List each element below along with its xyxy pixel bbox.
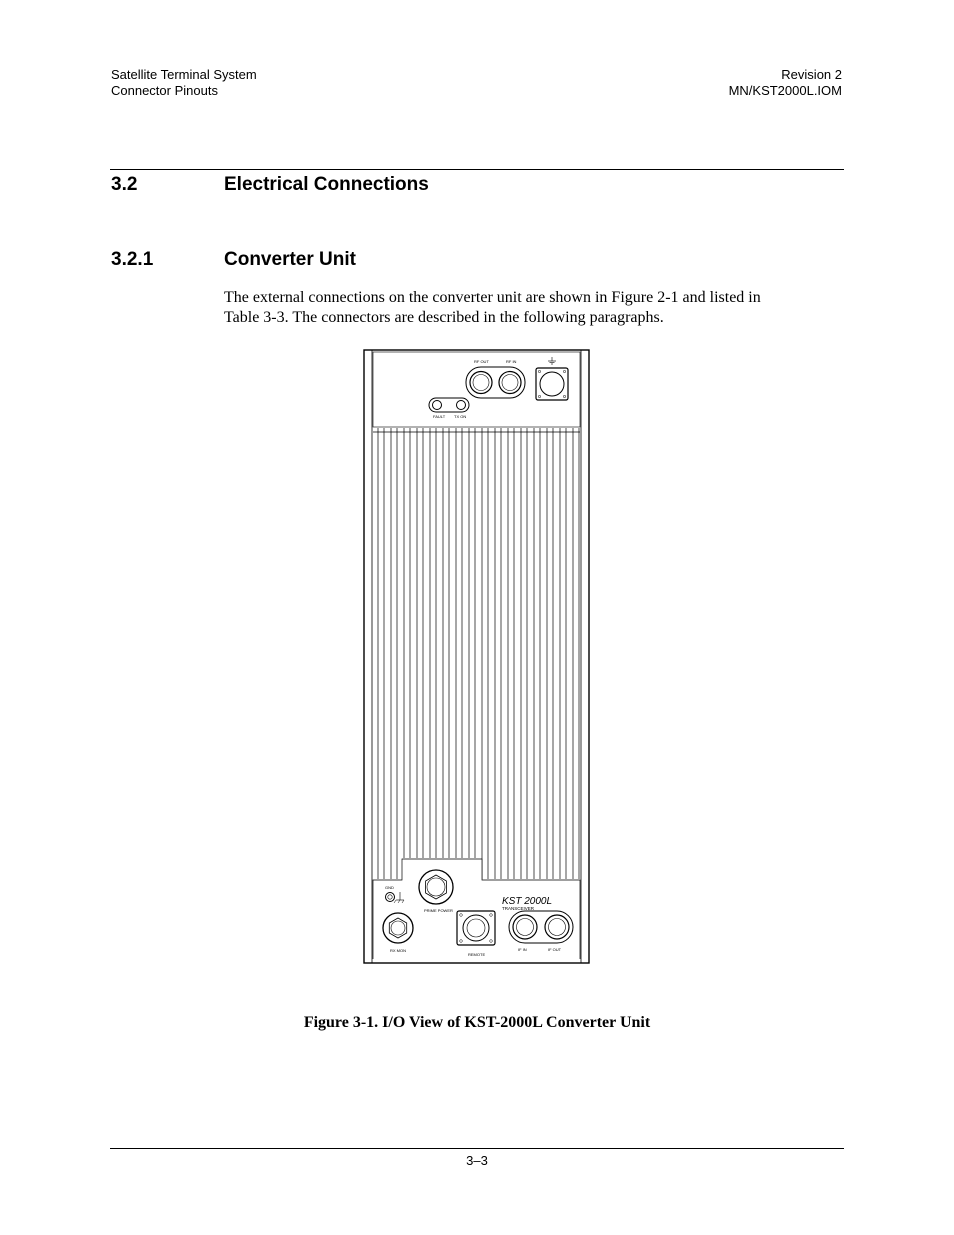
rf-in-connector <box>499 372 521 394</box>
header-revision: Revision 2 <box>781 67 842 82</box>
prime-power-label: PRIME POWER <box>424 908 453 913</box>
section-number: 3.2 <box>111 174 138 195</box>
prime-power-connector <box>419 870 453 904</box>
gnd-label: GND <box>385 885 394 890</box>
if-out-label: IF OUT <box>548 947 562 952</box>
remote-connector <box>457 911 495 945</box>
rx-mon-label: RX MON <box>390 948 406 953</box>
page-number: 3–3 <box>466 1153 488 1168</box>
brand-sub-label: TRANSCEIVER <box>502 906 535 911</box>
waveguide-connector <box>536 368 568 400</box>
subsection-title: Converter Unit <box>224 249 356 270</box>
section-title: Electrical Connections <box>224 174 429 195</box>
rf-in-label: RF IN <box>506 359 517 364</box>
brand-label: KST 2000L <box>502 896 553 907</box>
if-in-label: IF IN <box>518 947 527 952</box>
footer-rule <box>110 1148 844 1149</box>
figure-caption: Figure 3-1. I/O View of KST-2000L Converter Unit <box>303 1014 651 1031</box>
header-rule <box>110 169 844 170</box>
rf-out-label: RF OUT <box>474 359 489 364</box>
running-header-right <box>729 67 842 99</box>
body-line-1: The external connections on the converter unit are shown in Figure 2-1 and listed in <box>224 289 761 306</box>
body-paragraph <box>224 288 824 328</box>
tx-on-label: TX ON <box>454 414 467 419</box>
rx-mon-connector <box>383 913 413 943</box>
remote-label: REMOTE <box>468 952 486 957</box>
body-line-2: Table 3-3. The connectors are described in the following paragraphs. <box>224 309 664 326</box>
header-chapter-title: Connector Pinouts <box>111 83 218 98</box>
converter-unit-figure <box>362 348 592 966</box>
if-connectors <box>509 911 573 943</box>
fault-label: FAULT <box>433 414 446 419</box>
running-header-left <box>111 67 257 99</box>
header-document-title: Satellite Terminal System <box>111 67 257 82</box>
status-indicators <box>429 398 469 412</box>
converter-unit-drawing <box>362 348 592 966</box>
header-manual-number: MN/KST2000L.IOM <box>728 83 842 98</box>
subsection-number: 3.2.1 <box>111 249 154 270</box>
